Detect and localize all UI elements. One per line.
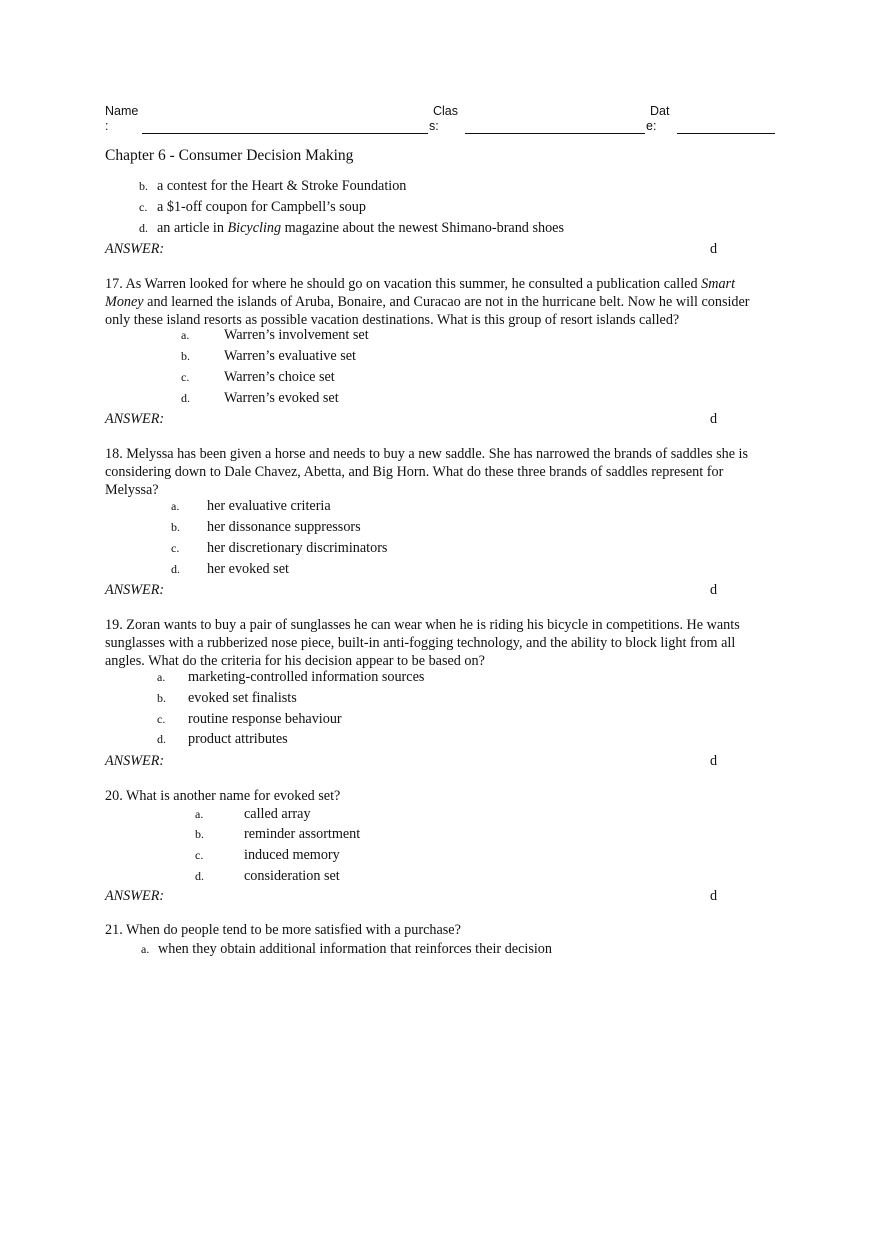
answer-value: d [710,582,718,598]
option-letter: d. [195,869,204,883]
question-text: 21. When do people tend to be more satisfied with a purchase? [105,922,461,938]
date-colon: e: [646,119,657,133]
option-letter: d. [139,221,148,235]
option-text: Warren’s evaluative set [224,348,357,364]
option-text: induced memory [244,847,340,863]
option-text: called array [244,806,311,822]
chapter-title: Chapter 6 - Consumer Decision Making [105,147,354,164]
name-field[interactable] [142,133,428,134]
question-text: 17. As Warren looked for where he should go on vacation this summer, he consulted a publication called Smart Money and learned the islands of Aruba, Bonaire, and Curacao are not in the hurricane belt. Now he will consider only these island resorts as possible vacation destinations. What is this group of resort islands called? [105,276,750,328]
option-letter: d. [171,562,180,576]
class-field[interactable] [465,133,645,134]
answer-value: d [710,241,718,257]
option-text: marketing-controlled information sources [188,669,425,685]
answer-value: d [710,753,718,769]
answer-value: d [710,888,718,904]
question-text: 20. What is another name for evoked set? [105,788,341,804]
option-text: a contest for the Heart & Stroke Foundation [157,178,407,194]
option-text: evoked set finalists [188,690,297,706]
option-letter: b. [195,827,204,841]
answer-value: d [710,411,718,427]
option-text: Warren’s evoked set [224,390,339,406]
option-letter: d. [181,391,190,405]
option-letter: a. [141,942,150,956]
answer-label: ANSWER: [105,411,165,427]
option-letter: c. [171,541,180,555]
name-colon: : [105,119,109,133]
option-letter: a. [157,670,166,684]
option-text: her evaluative criteria [207,498,331,514]
option-text: an article in Bicycling magazine about the newest Shimano-brand shoes [157,220,564,236]
option-text: when they obtain additional information that reinforces their decision [158,941,552,957]
option-text: her dissonance suppressors [207,519,361,535]
option-letter: a. [171,499,180,513]
class-label: Clas [433,104,459,118]
option-letter: b. [157,691,166,705]
option-letter: c. [195,848,204,862]
option-letter: c. [181,370,190,384]
date-label: Dat [650,104,670,118]
option-text: Warren’s involvement set [224,327,369,343]
answer-label: ANSWER: [105,582,165,598]
option-letter: c. [139,200,148,214]
class-colon: s: [429,119,439,133]
question-text: 18. Melyssa has been given a horse and needs to buy a new saddle. She has narrowed the brands of saddles she is considering down to Dale Chavez, Abetta, and Big Horn. What do these three brands of saddles represent for Melyssa? [105,446,749,498]
option-text: Warren’s choice set [224,369,335,385]
answer-label: ANSWER: [105,888,165,904]
option-text: reminder assortment [244,826,361,842]
option-letter: b. [171,520,180,534]
option-letter: c. [157,712,166,726]
option-letter: b. [139,179,148,193]
date-field[interactable] [677,133,775,134]
option-letter: d. [157,732,166,746]
name-label: Name [105,104,139,118]
answer-label: ANSWER: [105,241,165,257]
option-text: consideration set [244,868,340,884]
option-text: routine response behaviour [188,711,342,727]
answer-label: ANSWER: [105,753,165,769]
option-letter: b. [181,349,190,363]
option-text: her discretionary discriminators [207,540,388,556]
option-text: her evoked set [207,561,289,577]
option-text: product attributes [188,731,288,747]
option-text: a $1-off coupon for Campbell’s soup [157,199,366,215]
option-letter: a. [195,807,204,821]
question-text: 19. Zoran wants to buy a pair of sunglasses he can wear when he is riding his bicycle in competitions. He wants sunglasses with a rubberized nose piece, built-in anti-fogging technology, and the ability to block light from all angles. What do the criteria for his decision appear to be based on? [105,617,740,669]
option-letter: a. [181,328,190,342]
